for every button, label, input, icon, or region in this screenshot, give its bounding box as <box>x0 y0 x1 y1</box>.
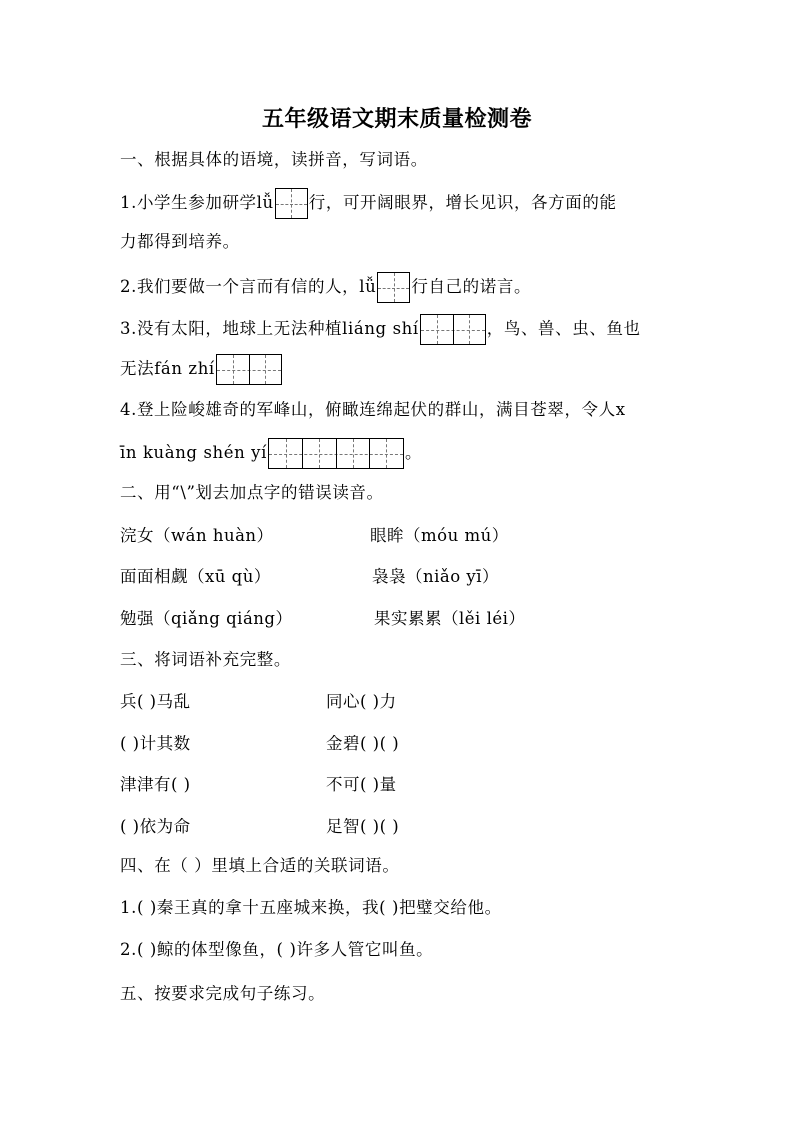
section-2-heading: 二、用“\”划去加点字的错误读音。 <box>120 483 384 502</box>
pinyin-item: 面面相觑（xū qù） <box>120 567 271 586</box>
section-3-heading: 三、将词语补充完整。 <box>120 650 291 669</box>
page-title: 五年级语文期末质量检测卷 <box>261 106 532 132</box>
q1-3-cont-text: 无法fán zhí <box>120 359 215 378</box>
question-1-3-cont <box>120 354 283 385</box>
answer-grid-q1-1[interactable] <box>275 188 308 219</box>
q1-1-text-before: 1.小学生参加研学lǚ <box>120 193 274 212</box>
word-fill-item[interactable]: ( )计其数 <box>120 734 191 753</box>
question-1-4: 4.登上险峻雄奇的军峰山，俯瞰连绵起伏的群山，满目苍翠，令人x <box>120 400 626 419</box>
pinyin-item: 眼眸（móu mú） <box>370 526 509 545</box>
pinyin-item: 浣女（wán huàn） <box>120 526 274 545</box>
pinyin-item: 袅袅（niǎo yī） <box>372 567 500 586</box>
section-5-heading: 五、按要求完成句子练习。 <box>120 984 326 1003</box>
question-4-2[interactable]: 2.( )鲸的体型像鱼，( )许多人管它叫鱼。 <box>120 940 434 959</box>
word-fill-item[interactable]: 兵( )马乱 <box>120 692 191 711</box>
answer-grid-q1-3b[interactable] <box>216 354 282 385</box>
question-1-1-cont: 力都得到培养。 <box>120 232 240 251</box>
q1-3-text-after: ，鸟、兽、虫、鱼也 <box>486 319 641 338</box>
q1-4-text-before: īn kuàng shén yí <box>120 443 267 462</box>
word-fill-item[interactable]: ( )依为命 <box>120 817 191 836</box>
q1-4-text-after: 。 <box>404 443 423 462</box>
question-4-1[interactable]: 1.( )秦王真的拿十五座城来换，我( )把璧交给他。 <box>120 898 502 917</box>
word-fill-item[interactable]: 同心( )力 <box>326 692 397 711</box>
q1-2-text-before: 2.我们要做一个言而有信的人，lǚ <box>120 277 377 296</box>
answer-grid-q1-2[interactable] <box>377 272 410 303</box>
word-fill-item[interactable]: 足智( )( ) <box>326 817 400 836</box>
section-1-heading: 一、根据具体的语境，读拼音，写词语。 <box>120 150 428 169</box>
q1-3-text-before: 3.没有太阳，地球上无法种植liáng shí <box>120 319 419 338</box>
question-1-2 <box>120 272 531 303</box>
answer-grid-q1-4[interactable] <box>268 438 404 469</box>
question-1-3 <box>120 314 641 345</box>
q1-2-text-after: 行自己的诺言。 <box>411 277 532 296</box>
section-4-heading: 四、在（ ）里填上合适的关联词语。 <box>120 856 400 875</box>
word-fill-item[interactable]: 金碧( )( ) <box>326 734 400 753</box>
pinyin-item: 果实累累（lěi léi） <box>374 609 526 628</box>
q1-1-text-after: 行，可开阔眼界，增长见识，各方面的能 <box>308 193 617 212</box>
pinyin-item: 勉强（qiǎng qiáng） <box>120 609 293 628</box>
question-1-1 <box>120 188 617 219</box>
question-1-4-cont <box>120 438 422 469</box>
word-fill-item[interactable]: 津津有( ) <box>120 775 191 794</box>
word-fill-item[interactable]: 不可( )量 <box>326 775 397 794</box>
answer-grid-q1-3[interactable] <box>420 314 486 345</box>
